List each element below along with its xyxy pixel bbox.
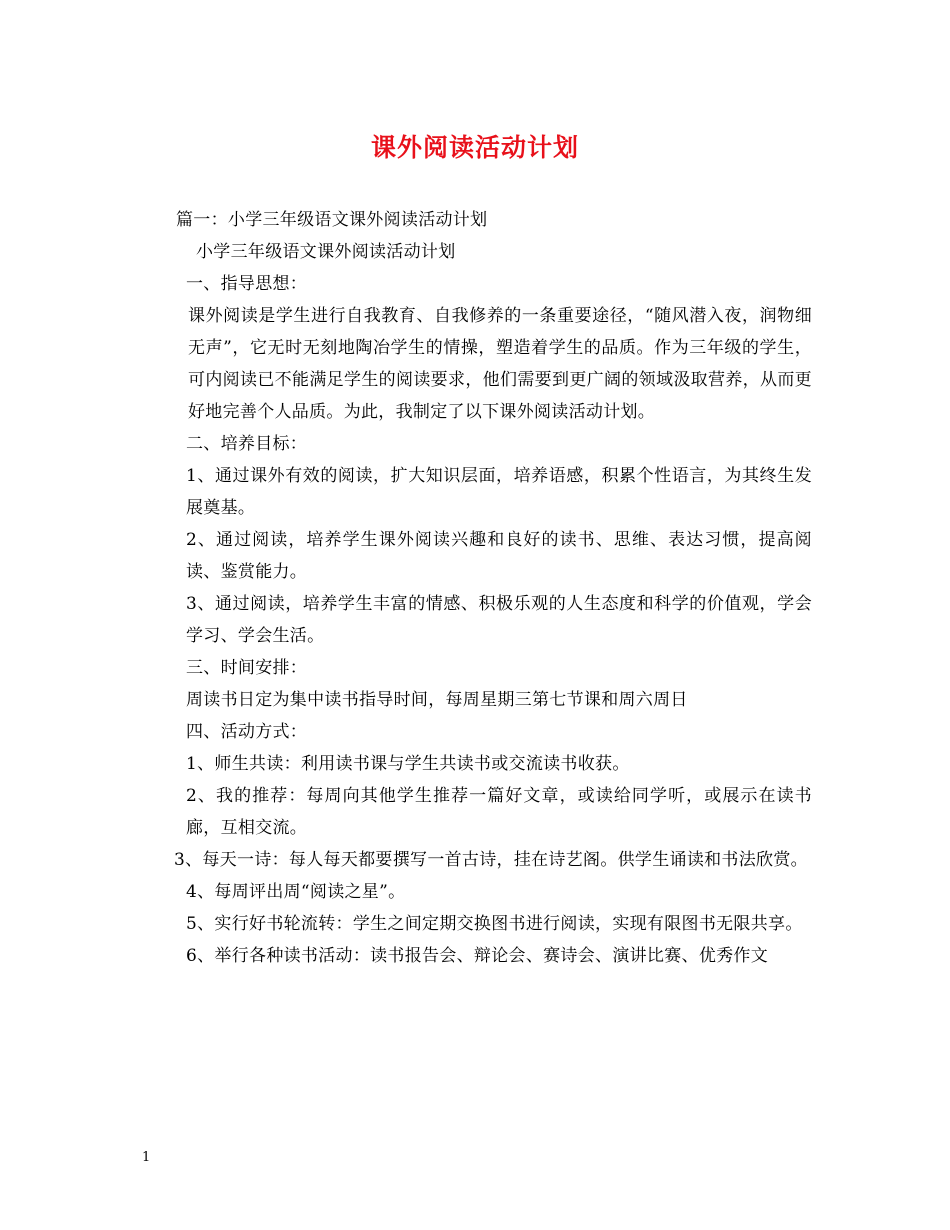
paragraph-heading-guiding-thought: 一、指导思想： [186,274,308,294]
document-body [140,204,812,972]
paragraph-heading-schedule: 三、时间安排： [186,658,308,678]
paragraph-activity-1: 1、师生共读：利用读书课与学生共读书或交流读书收获。 [186,754,630,774]
paragraph-activity-6: 6、举行各种读书活动：读书报告会、辩论会、赛诗会、演讲比赛、优秀作文 [186,946,769,966]
paragraph-activity-5: 5、实行好书轮流转：学生之间定期交换图书进行阅读，实现有限图书无限共享。 [186,914,803,934]
document-title: 课外阅读活动计划 [370,133,579,162]
paragraph-goal-1: 1、通过课外有效的阅读，扩大知识层面，培养语感，积累个性语言，为其终生发展奠基。 [186,466,812,518]
paragraph-goal-2: 2、通过阅读，培养学生课外阅读兴趣和良好的读书、思维、表达习惯，提高阅读、鉴赏能力。 [186,530,812,582]
paragraph-subtitle: 小学三年级语文课外阅读活动计划 [196,242,456,262]
paragraph-heading-activities: 四、活动方式： [186,722,308,742]
paragraph-activity-4: 4、每周评出周“阅读之星”。 [186,882,406,902]
paragraph-schedule-body: 周读书日定为集中读书指导时间，每周星期三第七节课和周六周日 [186,690,688,710]
paragraph-activity-2: 2、我的推荐：每周向其他学生推荐一篇好文章，或读给同学听，或展示在读书廊，互相交流。 [186,786,812,838]
paragraph-guiding-thought-body: 课外阅读是学生进行自我教育、自我修养的一条重要途径，“随风潜入夜，润物细无声”，它无时无刻地陶冶学生的情操，塑造着学生的品质。作为三年级的学生，可内阅读已不能满足学生的阅读要求，他们需要到更广阔的领域汲取营养，从而更好地完善个人品质。为此，我制定了以下课外阅读活动计划。 [188,306,812,422]
paragraph-activity-3: 3、每天一诗：每人每天都要撰写一首古诗，挂在诗艺阁。供学生诵读和书法欣赏。 [174,850,808,870]
page-number: 1 [142,1150,151,1165]
paragraph-heading-goals: 二、培养目标： [186,434,308,454]
paragraph-section-heading: 篇一：小学三年级语文课外阅读活动计划 [176,210,488,230]
paragraph-goal-3: 3、通过阅读，培养学生丰富的情感、积极乐观的人生态度和科学的价值观，学会学习、学会生活。 [186,594,812,646]
